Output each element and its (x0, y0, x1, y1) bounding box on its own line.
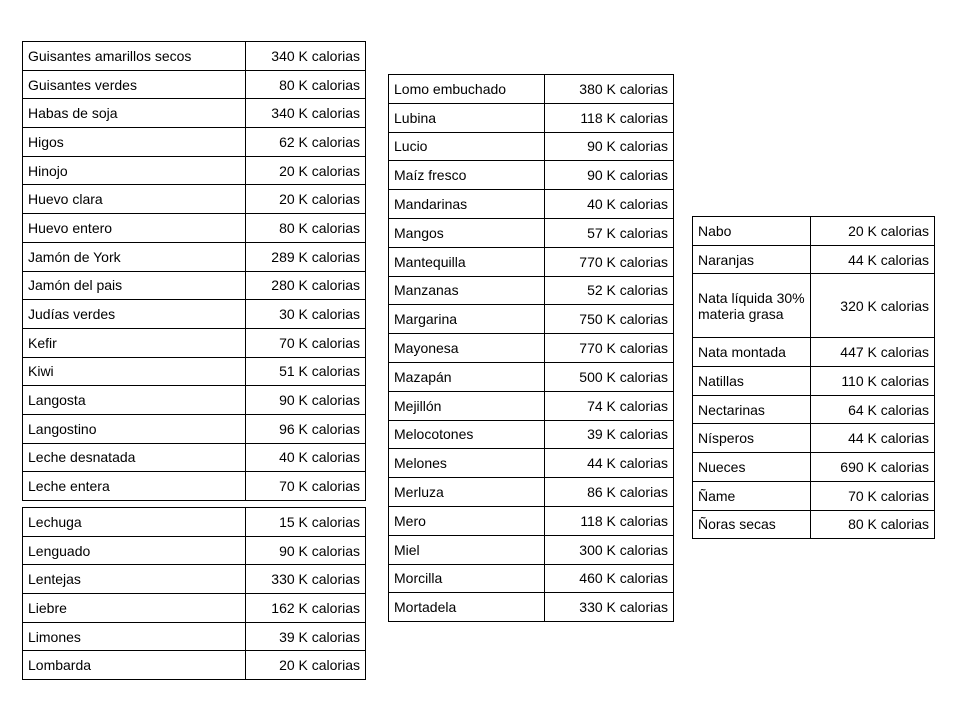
table-row (23, 443, 366, 472)
table-row (389, 132, 674, 161)
table-row (389, 161, 674, 190)
calorie-value-cell: 340 K calorias (246, 99, 366, 128)
food-name-cell: Mayonesa (389, 334, 545, 363)
food-name-cell: Morcilla (389, 564, 545, 593)
table-row (693, 245, 935, 274)
table-row (23, 508, 366, 537)
calorie-value-cell: 690 K calorias (811, 453, 935, 482)
calorie-value-cell: 320 K calorias (811, 274, 935, 338)
food-name-cell: Liebre (23, 594, 246, 623)
food-name-cell: Kiwi (23, 357, 246, 386)
table-row (693, 395, 935, 424)
table-row (389, 593, 674, 622)
table-row (389, 190, 674, 219)
calorie-value-cell: 15 K calorias (246, 508, 366, 537)
food-name-cell: Habas de soja (23, 99, 246, 128)
calorie-value-cell: 90 K calorias (246, 386, 366, 415)
table-row (693, 424, 935, 453)
calorie-value-cell: 110 K calorias (811, 367, 935, 396)
food-name-cell: Leche desnatada (23, 443, 246, 472)
food-name-cell: Guisantes amarillos secos (23, 42, 246, 71)
table-row (23, 472, 366, 501)
table-row (23, 300, 366, 329)
food-name-cell: Nata montada (693, 338, 811, 367)
table-row (693, 274, 935, 338)
table-row (23, 594, 366, 623)
calorie-value-cell: 340 K calorias (246, 42, 366, 71)
food-name-cell: Maíz fresco (389, 161, 545, 190)
food-name-cell: Miel (389, 535, 545, 564)
calorie-value-cell: 74 K calorias (545, 391, 674, 420)
table-row (389, 506, 674, 535)
calorie-value-cell: 39 K calorias (545, 420, 674, 449)
calorie-value-cell: 39 K calorias (246, 622, 366, 651)
table-row (389, 305, 674, 334)
food-name-cell: Langosta (23, 386, 246, 415)
calorie-value-cell: 70 K calorias (811, 481, 935, 510)
table-row (389, 535, 674, 564)
food-name-cell: Mortadela (389, 593, 545, 622)
calorie-value-cell: 20 K calorias (246, 185, 366, 214)
food-name-cell: Mazapán (389, 362, 545, 391)
calorie-value-cell: 447 K calorias (811, 338, 935, 367)
calorie-value-cell: 90 K calorias (545, 132, 674, 161)
food-name-cell: Mejillón (389, 391, 545, 420)
table-row (389, 449, 674, 478)
calorie-value-cell: 44 K calorias (811, 245, 935, 274)
table-row (389, 478, 674, 507)
food-name-cell: Lenguado (23, 536, 246, 565)
food-name-cell: Merluza (389, 478, 545, 507)
table-row (23, 128, 366, 157)
food-name-cell: Leche entera (23, 472, 246, 501)
table-row (23, 414, 366, 443)
calorie-value-cell: 770 K calorias (545, 247, 674, 276)
table-row (389, 391, 674, 420)
food-name-cell: Hinojo (23, 156, 246, 185)
table-row (23, 357, 366, 386)
table-row (23, 42, 366, 71)
calorie-value-cell: 500 K calorias (545, 362, 674, 391)
table-row (23, 328, 366, 357)
food-name-cell: Nectarinas (693, 395, 811, 424)
calorie-value-cell: 118 K calorias (545, 506, 674, 535)
food-name-cell: Mero (389, 506, 545, 535)
calorie-value-cell: 96 K calorias (246, 414, 366, 443)
table-row (693, 453, 935, 482)
table-row (23, 271, 366, 300)
calorie-value-cell: 30 K calorias (246, 300, 366, 329)
calorie-value-cell: 20 K calorias (246, 651, 366, 680)
calorie-value-cell: 300 K calorias (545, 535, 674, 564)
food-name-cell: Melocotones (389, 420, 545, 449)
table-row (23, 214, 366, 243)
table-row (23, 185, 366, 214)
food-name-cell: Manzanas (389, 276, 545, 305)
table-row (389, 103, 674, 132)
calorie-table-guisantes-leche (22, 41, 366, 501)
calorie-value-cell: 460 K calorias (545, 564, 674, 593)
food-name-cell: Lomo embuchado (389, 75, 545, 104)
calorie-table-lechuga-lombarda (22, 507, 366, 680)
food-name-cell: Lechuga (23, 508, 246, 537)
calorie-value-cell: 40 K calorias (246, 443, 366, 472)
food-name-cell: Nueces (693, 453, 811, 482)
calorie-value-cell: 162 K calorias (246, 594, 366, 623)
table-row (23, 70, 366, 99)
food-name-cell: Limones (23, 622, 246, 651)
calorie-value-cell: 52 K calorias (545, 276, 674, 305)
table-row (693, 338, 935, 367)
calorie-value-cell: 40 K calorias (545, 190, 674, 219)
food-name-cell: Langostino (23, 414, 246, 443)
table-row (389, 276, 674, 305)
table-row (693, 510, 935, 539)
calorie-value-cell: 70 K calorias (246, 472, 366, 501)
table-row (389, 564, 674, 593)
calorie-value-cell: 289 K calorias (246, 242, 366, 271)
calorie-value-cell: 770 K calorias (545, 334, 674, 363)
calorie-value-cell: 57 K calorias (545, 218, 674, 247)
table-row (23, 156, 366, 185)
food-name-cell: Nísperos (693, 424, 811, 453)
table-row (389, 75, 674, 104)
calorie-value-cell: 280 K calorias (246, 271, 366, 300)
food-name-cell: Judías verdes (23, 300, 246, 329)
calorie-value-cell: 86 K calorias (545, 478, 674, 507)
food-name-cell: Mangos (389, 218, 545, 247)
calorie-value-cell: 90 K calorias (545, 161, 674, 190)
table-row (23, 622, 366, 651)
table-row (389, 218, 674, 247)
food-name-cell: Jamón de York (23, 242, 246, 271)
food-name-cell: Ñame (693, 481, 811, 510)
table-row (23, 386, 366, 415)
food-name-cell: Huevo entero (23, 214, 246, 243)
calorie-value-cell: 51 K calorias (246, 357, 366, 386)
table-row (693, 367, 935, 396)
table-row (23, 242, 366, 271)
table-row (23, 99, 366, 128)
calorie-value-cell: 44 K calorias (811, 424, 935, 453)
calorie-value-cell: 62 K calorias (246, 128, 366, 157)
calorie-value-cell: 90 K calorias (246, 536, 366, 565)
food-name-cell: Mandarinas (389, 190, 545, 219)
table-row (389, 247, 674, 276)
food-name-cell: Ñoras secas (693, 510, 811, 539)
food-name-cell: Naranjas (693, 245, 811, 274)
calorie-value-cell: 20 K calorias (811, 217, 935, 246)
calorie-value-cell: 118 K calorias (545, 103, 674, 132)
food-name-cell: Lombarda (23, 651, 246, 680)
calorie-value-cell: 64 K calorias (811, 395, 935, 424)
food-name-cell: Kefir (23, 328, 246, 357)
table-row (389, 334, 674, 363)
food-name-cell: Higos (23, 128, 246, 157)
calorie-value-cell: 330 K calorias (545, 593, 674, 622)
food-name-cell: Jamón del pais (23, 271, 246, 300)
table-row (389, 420, 674, 449)
food-name-cell: Nata líquida 30% materia grasa (693, 274, 811, 338)
calorie-value-cell: 330 K calorias (246, 565, 366, 594)
calorie-value-cell: 80 K calorias (811, 510, 935, 539)
calorie-table-lomo-mortadela (388, 74, 674, 622)
food-name-cell: Margarina (389, 305, 545, 334)
food-name-cell: Natillas (693, 367, 811, 396)
food-name-cell: Huevo clara (23, 185, 246, 214)
food-name-cell: Nabo (693, 217, 811, 246)
food-name-cell: Lentejas (23, 565, 246, 594)
calorie-value-cell: 380 K calorias (545, 75, 674, 104)
calorie-value-cell: 80 K calorias (246, 70, 366, 99)
food-name-cell: Melones (389, 449, 545, 478)
calorie-value-cell: 80 K calorias (246, 214, 366, 243)
table-row (23, 536, 366, 565)
table-row (389, 362, 674, 391)
food-name-cell: Mantequilla (389, 247, 545, 276)
table-row (693, 217, 935, 246)
food-name-cell: Guisantes verdes (23, 70, 246, 99)
calorie-value-cell: 750 K calorias (545, 305, 674, 334)
table-row (23, 651, 366, 680)
food-name-cell: Lucio (389, 132, 545, 161)
table-row (23, 565, 366, 594)
calorie-value-cell: 20 K calorias (246, 156, 366, 185)
table-row (693, 481, 935, 510)
calorie-table-nabo-noras (692, 216, 935, 539)
calorie-value-cell: 70 K calorias (246, 328, 366, 357)
calorie-value-cell: 44 K calorias (545, 449, 674, 478)
food-name-cell: Lubina (389, 103, 545, 132)
